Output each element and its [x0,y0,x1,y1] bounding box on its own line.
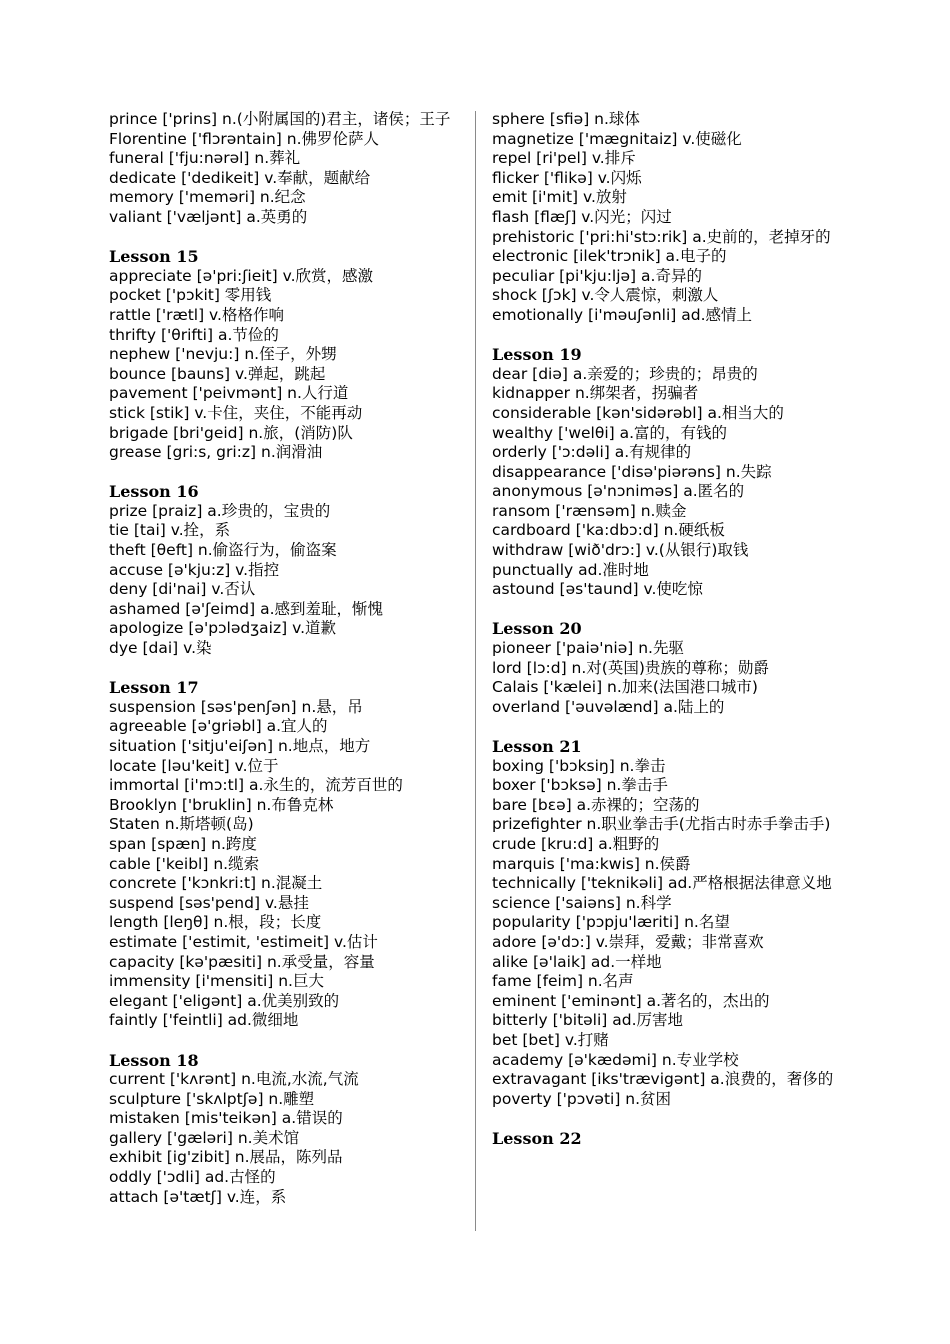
vocab-entry: cable ['keibl] n.缆索 [109,854,260,873]
vocab-entry: appreciate [ə'pri:ʃieit] v.欣赏，感激 [109,266,373,285]
vocab-entry: prize [praiz] a.珍贵的，宝贵的 [109,501,331,520]
vocab-entry: tie [tai] v.拴，系 [109,521,231,540]
vocab-entry: bounce [bauns] v.弹起，跳起 [109,364,326,383]
vocab-entry: valiant ['væljənt] a.英勇的 [109,207,308,226]
vocab-entry: repel [ri'pel] v.排斥 [492,149,636,168]
vocab-entry: alike [ə'laik] ad.一样地 [492,952,662,971]
vocab-entry: dear [diə] a.亲爱的；珍贵的；昂贵的 [492,364,758,383]
vocab-entry: prince ['prins] n.(小附属国的)君主，诸侯；王子 [109,110,451,128]
vocab-entry: flicker ['flikə] v.闪烁 [492,168,642,187]
vocab-entry: Staten n.斯塔顿(岛) [109,815,254,834]
vocab-entry: overland ['əuvəlænd] a.陆上的 [492,697,725,716]
vocab-entry: wealthy ['welθi] a.富的，有钱的 [492,423,728,442]
vocab-entry: boxing ['bɔksiŋ] n.拳击 [492,756,666,775]
vocab-entry: sculpture ['skʌlptʃə] n.雕塑 [109,1089,315,1108]
vocab-entry: faintly ['feintli] ad.微细地 [109,1011,299,1030]
lesson-heading: Lesson 21 [492,737,582,756]
lesson-heading: Lesson 22 [492,1128,582,1148]
vocab-entry: anonymous [ə'nɔniməs] a.匿名的 [492,482,745,501]
vocab-entry: brigade [bri'geid] n.旅，(消防)队 [109,423,353,442]
lesson-heading: Lesson 18 [109,1050,199,1070]
vocab-entry: flash [flæʃ] v.闪光；闪过 [492,207,672,226]
vocab-entry: punctually ad.准时地 [492,560,649,579]
right-column [492,110,840,1148]
vocab-entry: dye [dai] v.染 [109,639,212,658]
vocab-entry: mistaken [mis'teikən] a.错误的 [109,1109,343,1128]
lesson-heading: Lesson 15 [109,247,199,267]
vocab-entry: exhibit [ig'zibit] n.展品，陈列品 [109,1148,343,1167]
vocab-entry: extravagant [iks'trævigənt] a.浪费的，奢侈的 [492,1070,834,1089]
vocab-entry: funeral ['fju:nərəl] n.葬礼 [109,149,301,168]
vocab-entry: current ['kʌrənt] n.电流,水流,气流 [109,1070,359,1089]
lesson-heading: Lesson 20 [492,619,582,639]
vocab-entry: elegant ['eligənt] a.优美别致的 [109,991,340,1010]
vocab-entry: situation ['sitju'eiʃən] n.地点，地方 [109,737,371,755]
vocab-entry: concrete ['kɔnkri:t] n.混凝土 [109,874,323,893]
vocab-entry: deny [di'nai] v.否认 [109,580,256,599]
vocab-entry: Calais ['kælei] n.加来(法国港口城市) [492,678,758,697]
vocab-entry: accuse [ə'kju:z] v.指控 [109,560,280,579]
vocab-entry: ashamed [ə'ʃeimd] a.感到羞耻，惭愧 [109,599,384,618]
vocab-entry: considerable [kən'sidərəbl] a.相当大的 [492,403,784,422]
vocab-entry: oddly ['ɔdli] ad.古怪的 [109,1168,276,1187]
vocab-entry: emotionally [i'məuʃənli] ad.感情上 [492,305,753,324]
vocab-entry: magnetize ['mægnitaiz] v.使磁化 [492,129,742,148]
vocab-entry: technically ['teknikəli] ad.严格根据法律意义地 [492,874,832,893]
vocab-entry: stick [stik] v.卡住，夹住，不能再动 [109,403,363,422]
vocab-entry: bitterly ['bitəli] ad.厉害地 [492,1011,684,1030]
vocab-entry: prizefighter n.职业拳击手(尤指古时赤手拳击手) [492,815,831,834]
vocab-entry: shock [ʃɔk] v.令人震惊，刺激人 [492,286,719,305]
vocab-entry: memory ['meməri] n.纪念 [109,188,306,207]
vocab-entry: peculiar [pi'kju:ljə] a.奇异的 [492,266,702,285]
vocab-entry: pavement ['peivmənt] n.人行道 [109,384,349,403]
vocab-entry: grease [gri:s, gri:z] n.润滑油 [109,443,323,462]
vocab-entry: bare [bεə] a.赤裸的；空荡的 [492,795,700,814]
vocab-entry: adore [ə'dɔ:] v.崇拜，爱戴；非常喜欢 [492,932,764,951]
vocab-entry: bet [bet] v.打赌 [492,1030,609,1049]
vocab-entry: apologize [ə'pɔlədʒaiz] v.道歉 [109,619,336,638]
vocab-entry: academy [ə'kædəmi] n.专业学校 [492,1050,739,1069]
vocab-entry: attach [ə'tætʃ] v.连，系 [109,1187,287,1206]
vocab-entry: astound [əs'taund] v.使吃惊 [492,580,703,599]
vocab-entry: marquis ['ma:kwis] n.侯爵 [492,854,691,873]
vocab-entry: crude [kru:d] a.粗野的 [492,834,660,853]
vocab-entry: dedicate ['dedikeit] v.奉献，题献给 [109,168,371,187]
vocab-entry: popularity ['pɔpju'læriti] n.名望 [492,913,730,932]
vocab-entry: eminent ['eminənt] a.著名的，杰出的 [492,991,770,1010]
vocab-entry: lord [lɔ:d] n.对(英国)贵族的尊称；勋爵 [492,658,769,677]
vocab-entry: suspension [səs'penʃən] n.悬，吊 [109,697,363,716]
vocab-entry: poverty ['pɔvəti] n.贫困 [492,1089,672,1108]
vocab-entry: gallery ['gæləri] n.美术馆 [109,1128,300,1147]
vocab-entry: fame [feim] n.名声 [492,972,634,991]
vocab-entry: Brooklyn ['bruklin] n.布鲁克林 [109,795,334,814]
column-divider [475,111,476,1231]
vocab-entry: estimate ['estimit, 'estimeit] v.估计 [109,932,378,951]
vocab-entry: ransom ['rænsəm] n.赎金 [492,501,687,520]
lesson-heading: Lesson 16 [109,482,199,502]
vocab-entry: disappearance ['disə'piərəns] n.失踪 [492,462,772,481]
vocab-entry: withdraw [wið'drɔ:] v.(从银行)取钱 [492,541,749,560]
vocab-entry: boxer ['bɔksə] n.拳击手 [492,776,668,795]
vocab-entry: thrifty ['θrifti] a.节俭的 [109,325,279,344]
vocab-entry: emit [i'mit] v.放射 [492,188,627,207]
vocab-entry: Florentine ['flɔrəntain] n.佛罗伦萨人 [109,129,380,148]
vocab-entry: electronic [ilek'trɔnik] a.电子的 [492,247,727,266]
vocab-entry: rattle ['rætl] v.格格作响 [109,305,284,324]
vocab-entry: theft [θeft] n.偷盗行为，偷盗案 [109,541,337,560]
vocab-entry: immensity [i'mensiti] n.巨大 [109,972,324,991]
vocab-entry: immortal [i'mɔ:tl] a.永生的，流芳百世的 [109,776,403,795]
lesson-heading: Lesson 19 [492,345,582,365]
vocab-entry: agreeable [ə'griəbl] a.宜人的 [109,717,328,736]
vocab-entry: nephew ['nevju:] n.侄子，外甥 [109,345,337,364]
vocab-entry: prehistoric ['pri:hi'stɔ:rik] a.史前的，老掉牙的 [492,227,831,246]
lesson-heading: Lesson 17 [109,678,199,698]
vocab-entry: locate [ləu'keit] v.位于 [109,756,279,775]
left-column [109,110,466,1207]
vocab-entry: pocket ['pɔkit] 零用钱 [109,286,272,305]
vocab-entry: kidnapper n.绑架者，拐骗者 [492,384,699,403]
vocab-entry: capacity [kə'pæsiti] n.承受量，容量 [109,952,375,971]
vocab-entry: length [leŋθ] n.根，段；长度 [109,913,322,932]
vocab-entry: sphere [sfiə] n.球体 [492,110,640,128]
vocab-entry: cardboard ['ka:dbɔ:d] n.硬纸板 [492,521,725,540]
vocab-entry: pioneer ['paiə'niə] n.先驱 [492,639,684,658]
vocab-entry: span [spæn] n.跨度 [109,834,257,853]
vocab-entry: science ['saiəns] n.科学 [492,893,672,912]
vocab-entry: suspend [səs'pend] v.悬挂 [109,893,309,912]
vocab-entry: orderly ['ɔ:dəli] a.有规律的 [492,443,692,462]
